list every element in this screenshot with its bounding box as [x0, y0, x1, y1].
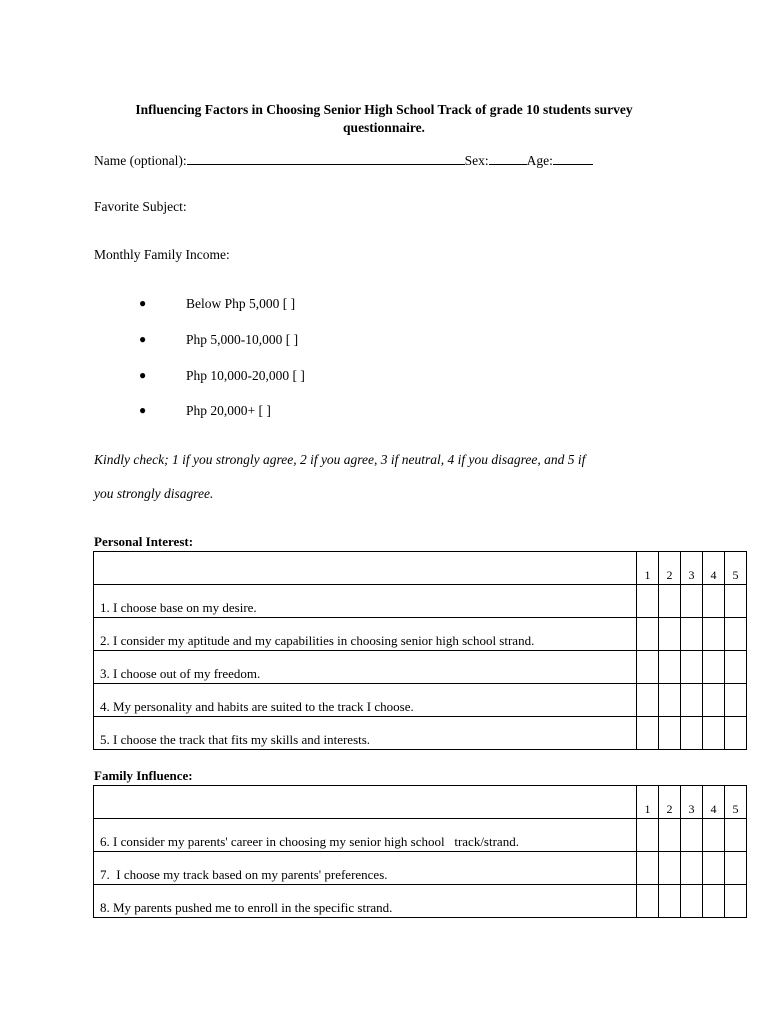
rating-box[interactable]	[703, 819, 725, 852]
rating-box[interactable]	[659, 885, 681, 918]
scale-header: 1	[637, 552, 659, 585]
name-label: Name (optional):	[94, 153, 187, 168]
income-option[interactable]: Php 20,000+ [ ]	[186, 403, 271, 418]
rating-box[interactable]	[703, 717, 725, 750]
section-label-family-influence: Family Influence:	[94, 768, 193, 783]
income-option[interactable]: Php 5,000-10,000 [ ]	[186, 332, 299, 347]
rating-box[interactable]	[725, 852, 747, 885]
rating-box[interactable]	[659, 852, 681, 885]
table-row	[94, 618, 747, 651]
rating-box[interactable]	[703, 684, 725, 717]
bullet-icon: ●	[139, 403, 147, 417]
scale-header: 1	[637, 786, 659, 819]
rating-box[interactable]	[659, 618, 681, 651]
rating-box[interactable]	[725, 819, 747, 852]
rating-box[interactable]	[637, 885, 659, 918]
income-option[interactable]: Below Php 5,000 [ ]	[186, 296, 296, 311]
rating-box[interactable]	[637, 684, 659, 717]
sex-label: Sex:	[464, 153, 489, 168]
scale-header: 2	[659, 786, 681, 819]
table-row	[94, 819, 747, 852]
statement-cell: 2. I consider my aptitude and my capabilities in choosing senior high school strand.	[94, 618, 637, 651]
rating-box[interactable]	[681, 651, 703, 684]
rating-box[interactable]	[637, 585, 659, 618]
rating-box[interactable]	[659, 684, 681, 717]
statement-cell: 7. I choose my track based on my parents' preferences.	[94, 852, 637, 885]
scale-header: 3	[681, 552, 703, 585]
rating-box[interactable]	[637, 819, 659, 852]
rating-box[interactable]	[681, 819, 703, 852]
scale-header: 5	[725, 552, 747, 585]
name-sex-age-row	[94, 151, 593, 169]
statement-cell: 6. I consider my parents' career in choosing my senior high school track/strand.	[94, 819, 637, 852]
rating-box[interactable]	[681, 618, 703, 651]
rating-box[interactable]	[725, 684, 747, 717]
income-option[interactable]: Php 10,000-20,000 [ ]	[186, 368, 305, 383]
rating-box[interactable]	[725, 717, 747, 750]
family-influence-table	[93, 785, 747, 918]
scale-header: 3	[681, 786, 703, 819]
rating-box[interactable]	[637, 651, 659, 684]
bullet-icon: ●	[139, 332, 147, 346]
rating-box[interactable]	[659, 651, 681, 684]
bullet-icon: ●	[139, 296, 147, 310]
table-row	[94, 585, 747, 618]
rating-box[interactable]	[703, 651, 725, 684]
table-row	[94, 651, 747, 684]
rating-box[interactable]	[659, 717, 681, 750]
favorite-subject-label: Favorite Subject:	[94, 199, 187, 214]
rating-box[interactable]	[659, 585, 681, 618]
rating-box[interactable]	[637, 717, 659, 750]
age-label: Age:	[526, 153, 553, 168]
rating-box[interactable]	[725, 885, 747, 918]
table-header-row	[94, 552, 747, 585]
scale-header: 2	[659, 552, 681, 585]
instructions-line-1: Kindly check; 1 if you strongly agree, 2 if you agree, 3 if neutral, 4 if you disagree, and 5 if	[94, 452, 586, 467]
rating-box[interactable]	[725, 618, 747, 651]
rating-box[interactable]	[725, 651, 747, 684]
personal-interest-table	[93, 551, 747, 750]
table-row	[94, 885, 747, 918]
table-header-row	[94, 786, 747, 819]
statement-cell: 8. My parents pushed me to enroll in the specific strand.	[94, 885, 637, 918]
rating-box[interactable]	[681, 885, 703, 918]
rating-box[interactable]	[703, 852, 725, 885]
rating-box[interactable]	[681, 684, 703, 717]
header-blank-cell	[94, 786, 637, 819]
rating-box[interactable]	[659, 819, 681, 852]
name-input-line[interactable]	[187, 151, 465, 165]
rating-box[interactable]	[637, 852, 659, 885]
instructions-line-2: you strongly disagree.	[94, 486, 214, 501]
section-label-personal-interest: Personal Interest:	[94, 534, 194, 549]
rating-box[interactable]	[681, 717, 703, 750]
sex-input-line[interactable]	[489, 151, 527, 165]
rating-box[interactable]	[703, 585, 725, 618]
scale-header: 5	[725, 786, 747, 819]
statement-cell: 3. I choose out of my freedom.	[94, 651, 637, 684]
rating-box[interactable]	[681, 585, 703, 618]
scale-header: 4	[703, 786, 725, 819]
bullet-icon: ●	[139, 368, 147, 382]
rating-box[interactable]	[725, 585, 747, 618]
document-title: Influencing Factors in Choosing Senior High School Track of grade 10 students survey questionnaire.	[135, 102, 633, 135]
header-blank-cell	[94, 552, 637, 585]
rating-box[interactable]	[681, 852, 703, 885]
rating-box[interactable]	[637, 618, 659, 651]
table-row	[94, 684, 747, 717]
rating-box[interactable]	[703, 618, 725, 651]
statement-cell: 1. I choose base on my desire.	[94, 585, 637, 618]
table-row	[94, 852, 747, 885]
statement-cell: 5. I choose the track that fits my skills and interests.	[94, 717, 637, 750]
rating-box[interactable]	[703, 885, 725, 918]
scale-header: 4	[703, 552, 725, 585]
statement-cell: 4. My personality and habits are suited to the track I choose.	[94, 684, 637, 717]
table-row	[94, 717, 747, 750]
age-input-line[interactable]	[553, 151, 593, 165]
income-label: Monthly Family Income:	[94, 247, 230, 262]
